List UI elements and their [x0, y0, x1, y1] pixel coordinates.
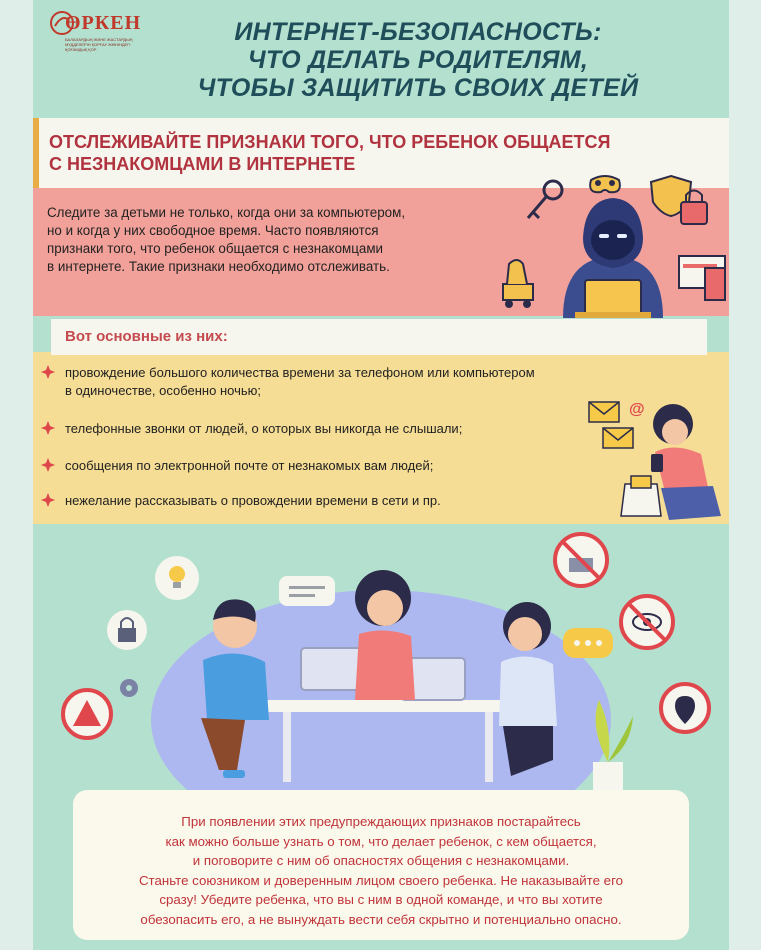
list-item-text: сообщения по электронной почте от незнакомых вам людей; [65, 458, 434, 473]
girl-icon [355, 570, 415, 700]
page-title [158, 18, 678, 102]
lock-icon [107, 610, 147, 650]
heading-line: С НЕЗНАКОМЦАМИ В ИНТЕРНЕТЕ [49, 154, 356, 174]
logo-wordmark: ӨРКЕН [65, 12, 142, 34]
no-spying-icon [621, 596, 673, 648]
girl-with-phone-illustration [581, 392, 729, 524]
title-line: ЧТО ДЕЛАТЬ РОДИТЕЛЯМ, [247, 46, 589, 74]
kids-at-computers-illustration [33, 530, 729, 830]
list-item-line: в одиночестве, особенно ночью; [65, 383, 261, 398]
envelope-icon [589, 402, 633, 448]
lightbulb-icon [155, 556, 199, 600]
advice-text [33, 812, 729, 929]
list-item-text: нежелание рассказывать о провождении времени в сети и пр. [65, 493, 441, 508]
logo-subtitle: БАЛАЛАРДЫҢ ЖӘНЕ ЖАСТАРДЫҢ МҮДДЕЛЕРІН ҚОРҒАУ ЖӨНІНДЕГІ ҚОҒАМДЫҚ ҚОР [65, 37, 133, 52]
hacker-illustration [483, 168, 729, 318]
bullet-icon [41, 365, 55, 379]
boy-icon [499, 602, 557, 776]
intro-line: Следите за детьми не только, когда они за компьютером, [47, 205, 406, 220]
typing-bubble-icon [563, 628, 613, 658]
infographic-card [33, 0, 729, 950]
signs-heading-box [51, 319, 707, 355]
advice-line: как можно больше узнать о том, что делает ребенок, с кем общается, [165, 833, 597, 849]
advice-line: Станьте союзником и доверенным лицом своего ребенка. Не наказывайте его [138, 872, 624, 888]
signs-heading: Вот основные из них: [65, 328, 228, 345]
bag-icon [621, 476, 661, 516]
bullet-icon [41, 458, 55, 472]
warning-icon [63, 690, 111, 738]
advice-line: При появлении этих предупреждающих признаков постарайтесь [181, 814, 581, 829]
heading-line: ОТСЛЕЖИВАЙТЕ ПРИЗНАКИ ТОГО, ЧТО РЕБЕНОК ОБЩАЕТСЯ [49, 132, 611, 152]
intro-line: но и когда у них свободное время. Часто появляются [47, 223, 379, 238]
advice-line: сразу! Убедите ребенка, что вы с ним в одной команде, и что вы хотите [159, 892, 603, 907]
chat-bubble-icon [279, 576, 335, 606]
mask-icon [590, 176, 620, 192]
location-pin-icon [661, 684, 709, 732]
list-item-text [65, 364, 665, 400]
girl-icon [651, 404, 721, 520]
at-sign-icon: @ [629, 401, 645, 418]
bullet-icon [41, 493, 55, 507]
title-line: ЧТОБЫ ЗАЩИТИТЬ СВОИХ ДЕТЕЙ [197, 74, 639, 102]
advice-line: обезопасить его, а не вынуждать вести себя скрытно и потенциально опасно. [140, 911, 622, 927]
list-item-line: провождение большого количества времени за телефоном или компьютером [65, 365, 535, 380]
orken-logo [49, 10, 159, 50]
computer-icon [679, 256, 725, 300]
advice-line: и поговорите с ним об опасностях общения с незнакомцами. [192, 853, 570, 868]
gear-icon [120, 679, 138, 697]
intro-text [47, 204, 487, 276]
trojan-horse-icon [503, 260, 533, 308]
no-shopping-icon [555, 534, 607, 586]
laptop-icon [575, 280, 651, 318]
bullet-icon [41, 421, 55, 435]
heading-accent-bar [33, 118, 39, 188]
list-item-text: телефонные звонки от людей, о которых вы никогда не слышали; [65, 421, 463, 436]
intro-line: в интернете. Такие признаки необходимо отслеживать. [47, 259, 390, 274]
key-icon [528, 181, 562, 218]
title-line: ИНТЕРНЕТ-БЕЗОПАСНОСТЬ: [234, 18, 602, 46]
intro-line: признаки того, что ребенок общается с незнакомцами [47, 241, 384, 256]
